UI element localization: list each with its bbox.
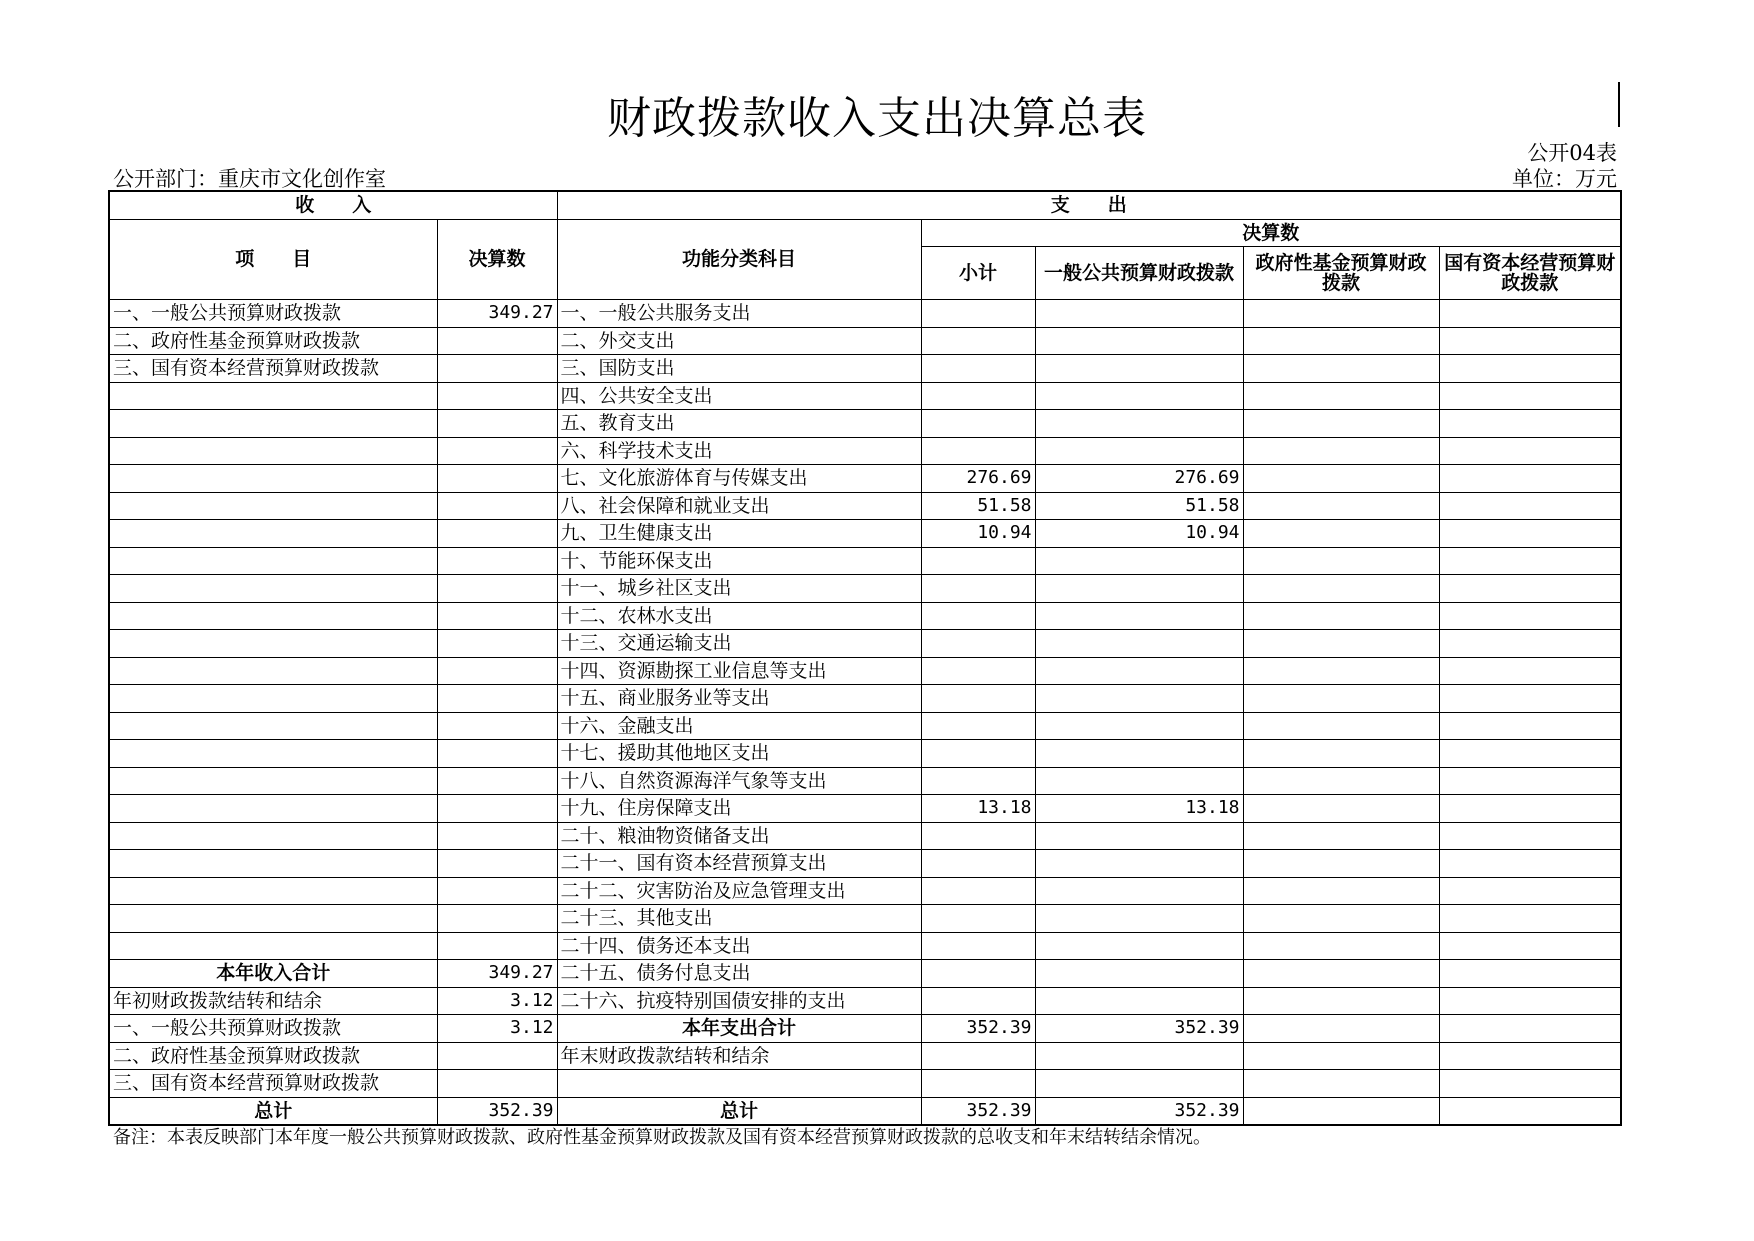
general-budget-cell [1035,987,1243,1015]
state-capital-cell [1439,1042,1621,1070]
general-budget-cell: 10.94 [1035,520,1243,548]
subtotal-cell [921,657,1035,685]
expense-item-cell: 二、外交支出 [557,327,921,355]
state-capital-cell [1439,547,1621,575]
gov-fund-cell [1243,960,1439,988]
income-amount-cell [437,492,557,520]
subtotal-cell: 352.39 [921,1097,1035,1125]
general-budget-cell: 13.18 [1035,795,1243,823]
expense-item-cell: 十四、资源勘探工业信息等支出 [557,657,921,685]
state-capital-cell [1439,877,1621,905]
expense-item-cell: 二十二、灾害防治及应急管理支出 [557,877,921,905]
gov-fund-cell [1243,877,1439,905]
gov-fund-cell [1243,465,1439,493]
general-budget-cell [1035,1070,1243,1098]
state-capital-cell [1439,602,1621,630]
form-code: 公开04表 [1527,141,1617,165]
gov-fund-cell [1243,630,1439,658]
state-capital-cell [1439,492,1621,520]
item-header: 项 目 [109,219,437,300]
general-budget-cell [1035,932,1243,960]
table-row [109,905,1621,933]
subtotal-cell [921,382,1035,410]
income-amount-cell: 352.39 [437,1097,557,1125]
income-amount-cell [437,1070,557,1098]
income-amount-cell [437,657,557,685]
gov-fund-cell [1243,822,1439,850]
income-item-cell: 二、政府性基金预算财政拨款 [109,1042,437,1070]
gov-fund-cell [1243,410,1439,438]
income-item-cell [109,795,437,823]
subtotal-cell [921,740,1035,768]
subtotal-cell [921,1042,1035,1070]
expense-item-cell: 十五、商业服务业等支出 [557,685,921,713]
general-budget-cell [1035,850,1243,878]
expense-item-cell: 二十三、其他支出 [557,905,921,933]
general-budget-cell [1035,437,1243,465]
state-capital-cell [1439,437,1621,465]
general-budget-cell [1035,685,1243,713]
gov-fund-cell [1243,1042,1439,1070]
income-amount-cell: 3.12 [437,1015,557,1043]
state-capital-cell [1439,1070,1621,1098]
expense-item-cell: 八、社会保障和就业支出 [557,492,921,520]
expense-item-cell: 六、科学技术支出 [557,437,921,465]
subtotal-cell: 13.18 [921,795,1035,823]
income-header: 收 入 [109,191,557,219]
table-row [109,410,1621,438]
income-item-cell [109,410,437,438]
state-capital-cell [1439,960,1621,988]
general-budget-cell [1035,657,1243,685]
expense-item-cell: 本年支出合计 [557,1015,921,1043]
table-row [109,960,1621,988]
page-title: 财政拨款收入支出决算总表 [607,93,1147,144]
general-budget-cell: 51.58 [1035,492,1243,520]
general-budget-header: 一般公共预算财政拨款 [1035,247,1243,300]
general-budget-cell: 352.39 [1035,1015,1243,1043]
table-row [109,1070,1621,1098]
general-budget-cell [1035,822,1243,850]
table-row [109,520,1621,548]
general-budget-cell [1035,300,1243,328]
subtotal-cell [921,822,1035,850]
subtotal-cell: 276.69 [921,465,1035,493]
expense-item-cell: 七、文化旅游体育与传媒支出 [557,465,921,493]
subtotal-cell [921,960,1035,988]
general-budget-cell [1035,712,1243,740]
expense-item-cell: 年末财政拨款结转和结余 [557,1042,921,1070]
state-capital-cell [1439,850,1621,878]
income-amount-cell [437,822,557,850]
general-budget-cell [1035,382,1243,410]
subtotal-cell [921,905,1035,933]
income-item-cell [109,602,437,630]
table-row [109,465,1621,493]
income-amount-cell [437,327,557,355]
income-amount-cell: 3.12 [437,987,557,1015]
income-amount-cell [437,410,557,438]
state-capital-cell [1439,410,1621,438]
income-amount-cell [437,795,557,823]
table-row [109,575,1621,603]
income-item-cell [109,740,437,768]
table-row [109,630,1621,658]
page-edge-line [1618,82,1620,127]
income-amount-cell [437,850,557,878]
subtotal-cell [921,437,1035,465]
department-label: 公开部门：重庆市文化创作室 [113,167,386,191]
income-item-cell [109,850,437,878]
expense-item-cell: 三、国防支出 [557,355,921,383]
table-row [109,932,1621,960]
subtotal-cell [921,932,1035,960]
table-row [109,1042,1621,1070]
general-budget-cell: 276.69 [1035,465,1243,493]
table-row [109,492,1621,520]
state-capital-cell [1439,740,1621,768]
expense-item-cell: 二十六、抗疫特别国债安排的支出 [557,987,921,1015]
state-capital-cell [1439,1097,1621,1125]
state-capital-cell [1439,795,1621,823]
income-item-cell [109,630,437,658]
gov-fund-cell [1243,382,1439,410]
footnote: 备注：本表反映部门本年度一般公共预算财政拨款、政府性基金预算财政拨款及国有资本经营预算财政拨款的总收支和年末结转结余情况。 [113,1127,1211,1148]
general-budget-cell [1035,575,1243,603]
income-item-cell: 三、国有资本经营预算财政拨款 [109,355,437,383]
table-row [109,1097,1621,1125]
gov-fund-cell [1243,685,1439,713]
table-row [109,740,1621,768]
gov-fund-cell [1243,740,1439,768]
income-amount-cell [437,905,557,933]
table-row [109,602,1621,630]
subtotal-cell [921,575,1035,603]
income-item-cell [109,492,437,520]
income-item-cell [109,822,437,850]
income-amount-cell [437,1042,557,1070]
table-row [109,877,1621,905]
income-item-cell: 二、政府性基金预算财政拨款 [109,327,437,355]
gov-fund-header: 政府性基金预算财政拨款 [1243,247,1439,300]
final-amount-header: 决算数 [437,219,557,300]
subtotal-cell: 352.39 [921,1015,1035,1043]
expense-item-cell: 二十四、债务还本支出 [557,932,921,960]
income-item-cell: 一、一般公共预算财政拨款 [109,1015,437,1043]
gov-fund-cell [1243,905,1439,933]
general-budget-cell [1035,905,1243,933]
table-row [109,1015,1621,1043]
general-budget-cell [1035,602,1243,630]
expense-item-cell: 二十、粮油物资储备支出 [557,822,921,850]
subtotal-cell: 51.58 [921,492,1035,520]
budget-table [108,190,1622,1126]
income-amount-cell [437,547,557,575]
table-body [109,300,1621,1126]
income-item-cell [109,685,437,713]
state-capital-cell [1439,630,1621,658]
general-budget-cell [1035,327,1243,355]
state-capital-cell [1439,575,1621,603]
income-item-cell: 一、一般公共预算财政拨款 [109,300,437,328]
state-capital-cell [1439,712,1621,740]
income-amount-cell: 349.27 [437,960,557,988]
general-budget-cell [1035,547,1243,575]
subtotal-cell [921,850,1035,878]
general-budget-cell: 352.39 [1035,1097,1243,1125]
table-row [109,795,1621,823]
general-budget-cell [1035,960,1243,988]
func-category-header: 功能分类科目 [557,219,921,300]
expense-item-cell: 十二、农林水支出 [557,602,921,630]
income-item-cell: 总计 [109,1097,437,1125]
table-row [109,822,1621,850]
state-capital-cell [1439,657,1621,685]
income-item-cell [109,767,437,795]
subtotal-cell: 10.94 [921,520,1035,548]
subtotal-cell [921,300,1035,328]
expense-item-cell: 十三、交通运输支出 [557,630,921,658]
subtotal-cell [921,877,1035,905]
gov-fund-cell [1243,520,1439,548]
subtotal-cell [921,410,1035,438]
gov-fund-cell [1243,355,1439,383]
state-capital-cell [1439,767,1621,795]
gov-fund-cell [1243,300,1439,328]
general-budget-cell [1035,877,1243,905]
gov-fund-cell [1243,1070,1439,1098]
expense-item-cell: 五、教育支出 [557,410,921,438]
gov-fund-cell [1243,1015,1439,1043]
income-item-cell [109,905,437,933]
expense-item-cell: 十八、自然资源海洋气象等支出 [557,767,921,795]
state-capital-cell [1439,382,1621,410]
subtotal-cell [921,602,1035,630]
table-row [109,355,1621,383]
table-row [109,547,1621,575]
unit-label: 单位：万元 [1512,167,1617,191]
gov-fund-cell [1243,712,1439,740]
state-capital-header: 国有资本经营预算财政拨款 [1439,247,1621,300]
income-amount-cell [437,630,557,658]
income-amount-cell [437,685,557,713]
expense-item-cell: 九、卫生健康支出 [557,520,921,548]
state-capital-cell [1439,300,1621,328]
table-row [109,987,1621,1015]
income-amount-cell [437,877,557,905]
state-capital-cell [1439,905,1621,933]
general-budget-cell [1035,355,1243,383]
subtotal-cell [921,1070,1035,1098]
gov-fund-cell [1243,602,1439,630]
expense-item-cell: 十六、金融支出 [557,712,921,740]
income-item-cell [109,520,437,548]
gov-fund-cell [1243,767,1439,795]
expense-item-cell: 十九、住房保障支出 [557,795,921,823]
subtotal-header: 小计 [921,247,1035,300]
table-row [109,685,1621,713]
income-amount-cell [437,767,557,795]
subtotal-cell [921,685,1035,713]
income-amount-cell [437,712,557,740]
income-item-cell: 本年收入合计 [109,960,437,988]
income-item-cell: 三、国有资本经营预算财政拨款 [109,1070,437,1098]
gov-fund-cell [1243,795,1439,823]
general-budget-cell [1035,1042,1243,1070]
gov-fund-cell [1243,492,1439,520]
expense-item-cell: 十、节能环保支出 [557,547,921,575]
gov-fund-cell [1243,657,1439,685]
state-capital-cell [1439,822,1621,850]
table-row [109,712,1621,740]
gov-fund-cell [1243,1097,1439,1125]
income-item-cell [109,712,437,740]
expense-item-cell: 十七、援助其他地区支出 [557,740,921,768]
income-item-cell [109,547,437,575]
income-amount-cell [437,740,557,768]
table-row [109,850,1621,878]
gov-fund-cell [1243,547,1439,575]
table-row [109,657,1621,685]
subtotal-cell [921,767,1035,795]
income-amount-cell [437,520,557,548]
income-item-cell [109,932,437,960]
general-budget-cell [1035,410,1243,438]
income-item-cell [109,437,437,465]
gov-fund-cell [1243,327,1439,355]
income-item-cell [109,657,437,685]
state-capital-cell [1439,465,1621,493]
gov-fund-cell [1243,932,1439,960]
income-amount-cell [437,575,557,603]
state-capital-cell [1439,327,1621,355]
gov-fund-cell [1243,850,1439,878]
expense-header: 支 出 [557,191,1621,219]
income-amount-cell: 349.27 [437,300,557,328]
subtotal-cell [921,355,1035,383]
general-budget-cell [1035,740,1243,768]
expense-item-cell: 二十五、债务付息支出 [557,960,921,988]
table-row [109,327,1621,355]
expense-item-cell: 十一、城乡社区支出 [557,575,921,603]
income-amount-cell [437,382,557,410]
state-capital-cell [1439,932,1621,960]
gov-fund-cell [1243,575,1439,603]
income-item-cell [109,575,437,603]
expense-item-cell: 总计 [557,1097,921,1125]
subtotal-cell [921,712,1035,740]
income-item-cell [109,877,437,905]
expense-item-cell: 二十一、国有资本经营预算支出 [557,850,921,878]
income-item-cell: 年初财政拨款结转和结余 [109,987,437,1015]
general-budget-cell [1035,767,1243,795]
table-row [109,437,1621,465]
income-amount-cell [437,437,557,465]
income-item-cell [109,382,437,410]
subtotal-cell [921,547,1035,575]
state-capital-cell [1439,987,1621,1015]
income-amount-cell [437,932,557,960]
expense-item-cell: 一、一般公共服务支出 [557,300,921,328]
table-row [109,767,1621,795]
state-capital-cell [1439,1015,1621,1043]
subtotal-cell [921,987,1035,1015]
income-amount-cell [437,465,557,493]
subtotal-cell [921,327,1035,355]
final-amount-group-header: 决算数 [921,219,1621,247]
table-row [109,300,1621,328]
income-item-cell [109,465,437,493]
expense-item-cell: 四、公共安全支出 [557,382,921,410]
gov-fund-cell [1243,987,1439,1015]
state-capital-cell [1439,520,1621,548]
expense-item-cell [557,1070,921,1098]
income-amount-cell [437,355,557,383]
state-capital-cell [1439,355,1621,383]
gov-fund-cell [1243,437,1439,465]
subtotal-cell [921,630,1035,658]
income-amount-cell [437,602,557,630]
table-row [109,382,1621,410]
general-budget-cell [1035,630,1243,658]
state-capital-cell [1439,685,1621,713]
